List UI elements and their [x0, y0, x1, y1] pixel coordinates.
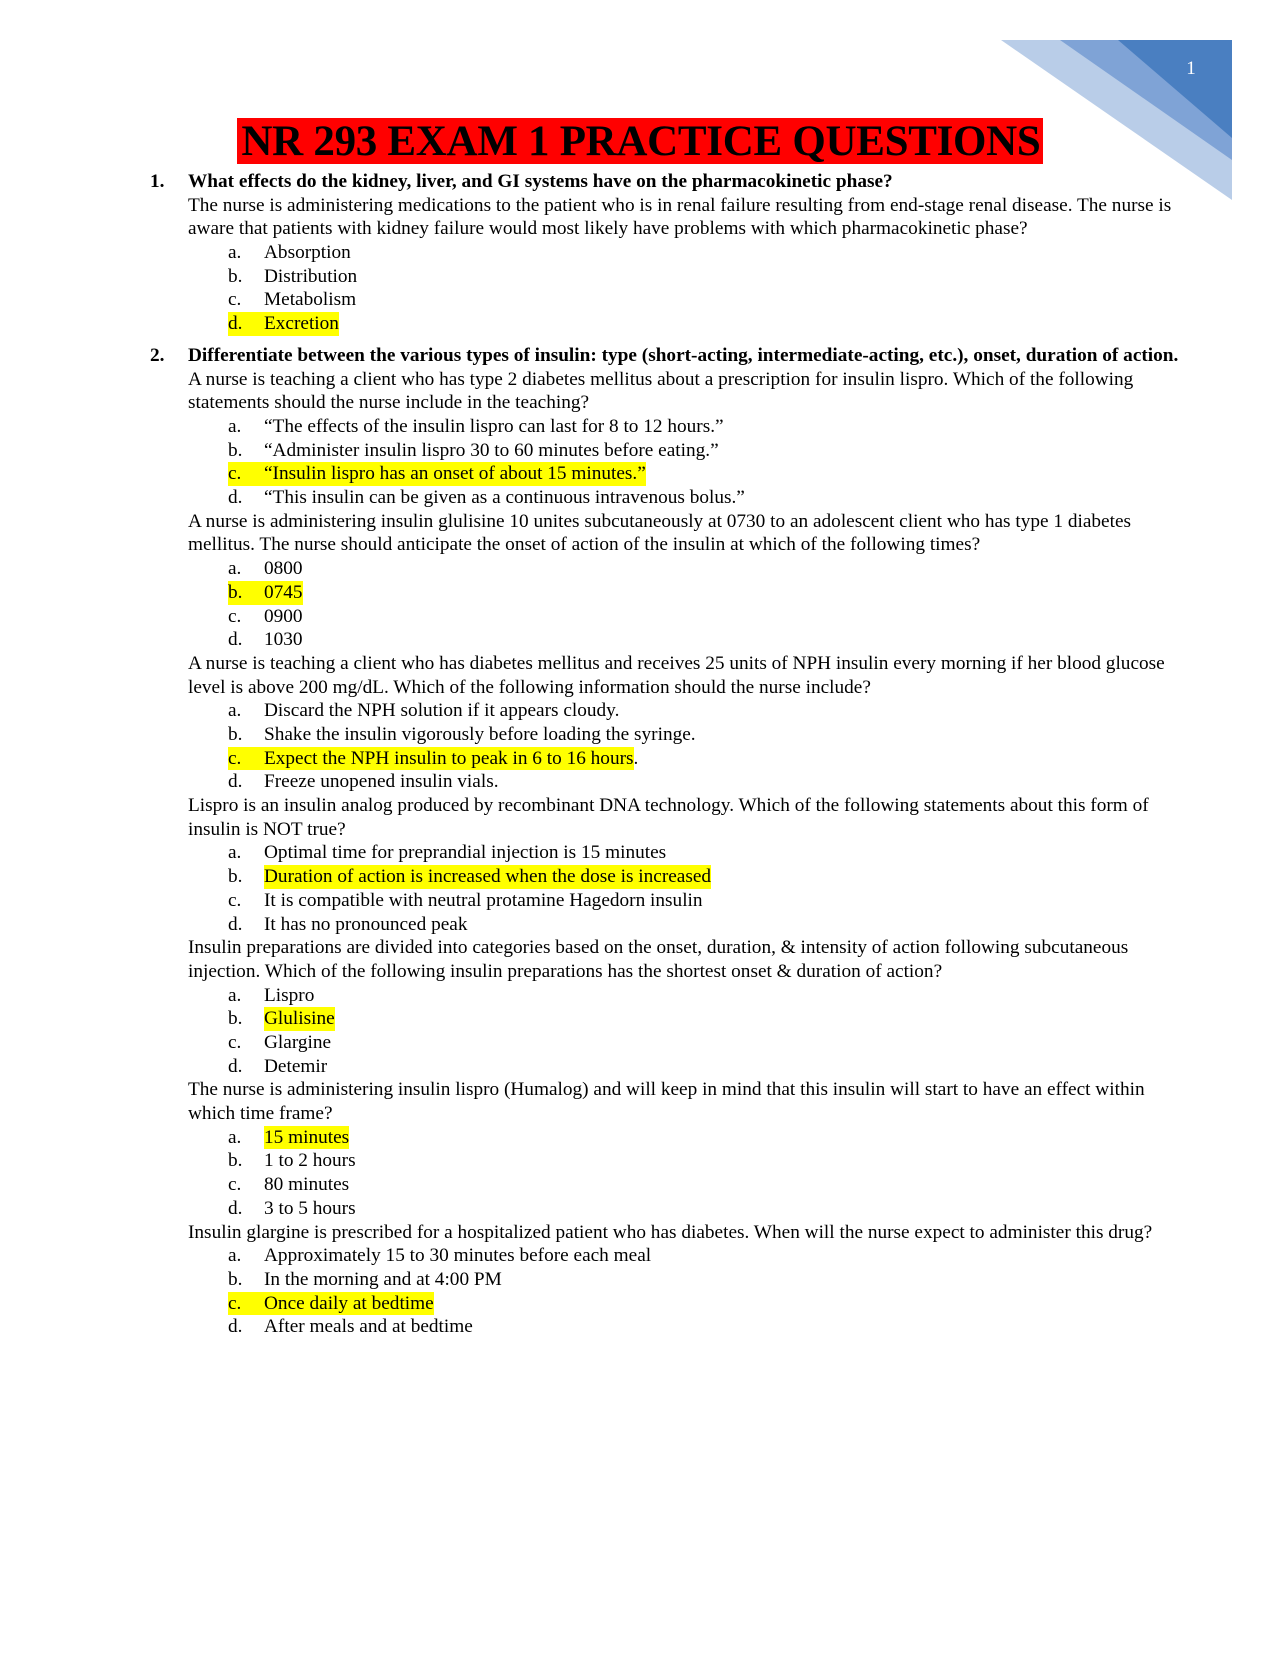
- option-text: Once daily at bedtime: [264, 1292, 434, 1314]
- option-text: Glulisine: [264, 1008, 335, 1030]
- option-letter: d.: [228, 312, 264, 336]
- answer-option: [228, 439, 1190, 463]
- option-text: It is compatible with neutral protamine Hagedorn insulin: [264, 889, 703, 911]
- answer-options: [228, 415, 1190, 510]
- question-stem: Insulin glargine is prescribed for a hospitalized patient who has diabetes. When will the nurse expect to administer this drug?: [188, 1221, 1153, 1243]
- question-section: [150, 170, 1190, 336]
- option-text: 80 minutes: [264, 1174, 350, 1196]
- answer-option: [228, 1031, 1190, 1055]
- answer-option: [228, 699, 1190, 723]
- answer-options: [228, 699, 1190, 794]
- answer-option: [228, 1244, 1190, 1268]
- option-letter: c.: [228, 605, 242, 627]
- question-stem: The nurse is administering medications to the patient who is in renal failure resulting from end-stage renal disease. The nurse is aware that patients with kidney failure would most likely have problems with which pharmacokinetic phase?: [188, 194, 1172, 240]
- option-text: Absorption: [264, 242, 351, 264]
- answer-option: [228, 486, 1190, 510]
- question-stem: The nurse is administering insulin lispro (Humalog) and will keep in mind that this insulin will start to have an effect within which time frame?: [188, 1079, 1145, 1125]
- answer-option: [228, 288, 1190, 312]
- question-number: 2.: [150, 344, 165, 366]
- option-suffix: .: [633, 747, 639, 769]
- question-heading-text: Differentiate between the various types of insulin: type (short-acting, intermediate-acting, etc.), onset, duration of action.: [188, 344, 1179, 366]
- option-letter: c.: [228, 889, 242, 911]
- answer-option: [228, 1197, 1190, 1221]
- option-letter: a.: [228, 984, 242, 1006]
- option-letter: d.: [228, 913, 243, 935]
- option-letter: c.: [228, 289, 242, 311]
- answer-option-correct: [228, 865, 1190, 889]
- question-number: 1.: [150, 171, 165, 192]
- answer-option: [228, 1055, 1190, 1079]
- option-letter: c.: [228, 1031, 242, 1053]
- option-text: 15 minutes: [264, 1126, 350, 1148]
- question-stem: Insulin preparations are divided into categories based on the onset, duration, & intensity of action following subcutaneous injection. Which of the following insulin preparations has the shortest onset & duration of action?: [188, 937, 1129, 982]
- option-letter: c.: [228, 747, 264, 771]
- answer-option-correct: [228, 1126, 1190, 1150]
- section-spacer: [150, 336, 1190, 344]
- option-letter: a.: [228, 700, 242, 722]
- option-text: 0745: [264, 581, 303, 603]
- answer-option: [228, 723, 1190, 747]
- option-text: 1030: [264, 629, 303, 651]
- option-letter: a.: [228, 242, 242, 264]
- option-letter: c.: [228, 462, 264, 486]
- answer-option-correct: [228, 1007, 1190, 1031]
- option-text: Lispro: [264, 984, 315, 1006]
- option-text: Duration of action is increased when the dose is increased: [264, 866, 712, 888]
- option-letter: c.: [228, 1174, 242, 1196]
- answer-option-correct: [228, 581, 1190, 605]
- option-letter: d.: [228, 1055, 243, 1077]
- option-text: It has no pronounced peak: [264, 913, 468, 935]
- option-letter: b.: [228, 581, 264, 605]
- answer-option: [228, 265, 1190, 289]
- option-letter: b.: [228, 1150, 243, 1172]
- option-letter: a.: [228, 558, 242, 580]
- option-text: 1 to 2 hours: [264, 1150, 356, 1172]
- question-heading: [150, 170, 1190, 194]
- option-text: Distribution: [264, 265, 358, 287]
- option-text: Glargine: [264, 1031, 332, 1053]
- option-text: 0900: [264, 605, 303, 627]
- option-text: Metabolism: [264, 289, 357, 311]
- option-letter: b.: [228, 1008, 243, 1030]
- option-text: After meals and at bedtime: [264, 1316, 473, 1338]
- option-text: Shake the insulin vigorously before loading the syringe.: [264, 723, 696, 745]
- question-heading: [150, 344, 1190, 368]
- option-text: Detemir: [264, 1055, 328, 1077]
- answer-options: [228, 841, 1190, 936]
- option-text: “Insulin lispro has an onset of about 15 minutes.”: [264, 463, 646, 485]
- option-text: Excretion: [264, 313, 339, 335]
- question-stem: A nurse is teaching a client who has diabetes mellitus and receives 25 units of NPH insulin every morning if her blood glucose level is above 200 mg/dL. Which of the following information should the nurse include?: [188, 652, 1165, 698]
- option-text: Approximately 15 to 30 minutes before each meal: [264, 1245, 652, 1267]
- option-letter: b.: [228, 723, 243, 745]
- option-letter: d.: [228, 771, 243, 793]
- answer-options: [228, 984, 1190, 1079]
- answer-option: [228, 628, 1190, 652]
- option-text: “Administer insulin lispro 30 to 60 minutes before eating.”: [264, 439, 719, 461]
- question-section: [150, 336, 1190, 1339]
- answer-option: [228, 1173, 1190, 1197]
- answer-options: [228, 1244, 1190, 1339]
- answer-option-correct: [228, 747, 1190, 771]
- option-letter: d.: [228, 1316, 243, 1338]
- answer-option: [228, 557, 1190, 581]
- question-stem: A nurse is teaching a client who has type 2 diabetes mellitus about a prescription for insulin lispro. Which of the following statements should the nurse include in the teaching?: [188, 368, 1134, 414]
- answer-option: [228, 770, 1190, 794]
- option-letter: d.: [228, 487, 243, 509]
- answer-option-correct: [228, 1292, 1190, 1316]
- answer-option: [228, 241, 1190, 265]
- option-letter: b.: [228, 265, 243, 287]
- option-text: In the morning and at 4:00 PM: [264, 1268, 502, 1290]
- answer-options: [228, 557, 1190, 652]
- answer-option: [228, 984, 1190, 1008]
- option-text: “This insulin can be given as a continuous intravenous bolus.”: [264, 487, 745, 509]
- option-text: Discard the NPH solution if it appears cloudy.: [264, 700, 620, 722]
- option-letter: a.: [228, 1245, 242, 1267]
- option-letter: b.: [228, 1268, 243, 1290]
- answer-option: [228, 415, 1190, 439]
- question-heading-text: What effects do the kidney, liver, and GI systems have on the pharmacokinetic phase?: [188, 171, 893, 192]
- option-text: Freeze unopened insulin vials.: [264, 771, 499, 793]
- option-text: 0800: [264, 558, 303, 580]
- option-text: Expect the NPH insulin to peak in 6 to 16 hours: [264, 747, 634, 769]
- answer-option: [228, 913, 1190, 937]
- answer-option: [228, 1315, 1190, 1339]
- answer-option-correct: [228, 312, 1190, 336]
- option-text: “The effects of the insulin lispro can last for 8 to 12 hours.”: [264, 415, 724, 437]
- option-letter: a.: [228, 415, 242, 437]
- answer-option: [228, 1149, 1190, 1173]
- document-title: NR 293 EXAM 1 PRACTICE QUESTIONS: [237, 118, 1042, 164]
- question-stem: Lispro is an insulin analog produced by recombinant DNA technology. Which of the following statements about this form of insulin is NOT true?: [188, 795, 1149, 840]
- option-letter: d.: [228, 1197, 243, 1219]
- answer-option: [228, 841, 1190, 865]
- answer-option-correct: [228, 462, 1190, 486]
- answer-options: [228, 1126, 1190, 1221]
- option-letter: b.: [228, 439, 243, 461]
- option-letter: d.: [228, 629, 243, 651]
- answer-option: [228, 889, 1190, 913]
- option-letter: b.: [228, 866, 243, 888]
- option-letter: a.: [228, 842, 242, 864]
- option-text: 3 to 5 hours: [264, 1197, 356, 1219]
- option-letter: a.: [228, 1126, 242, 1148]
- page-number: 1: [1186, 58, 1196, 79]
- question-stem: A nurse is administering insulin glulisine 10 unites subcutaneously at 0730 to an adolescent client who has type 1 diabetes mellitus. The nurse should anticipate the onset of action of the insulin at which of the following times?: [188, 510, 1132, 556]
- question-list: [150, 170, 1190, 1339]
- title-block: [0, 118, 1280, 164]
- answer-option: [228, 1268, 1190, 1292]
- answer-options: [228, 241, 1190, 336]
- answer-option: [228, 605, 1190, 629]
- option-letter: c.: [228, 1292, 264, 1316]
- option-text: Optimal time for preprandial injection is 15 minutes: [264, 842, 667, 864]
